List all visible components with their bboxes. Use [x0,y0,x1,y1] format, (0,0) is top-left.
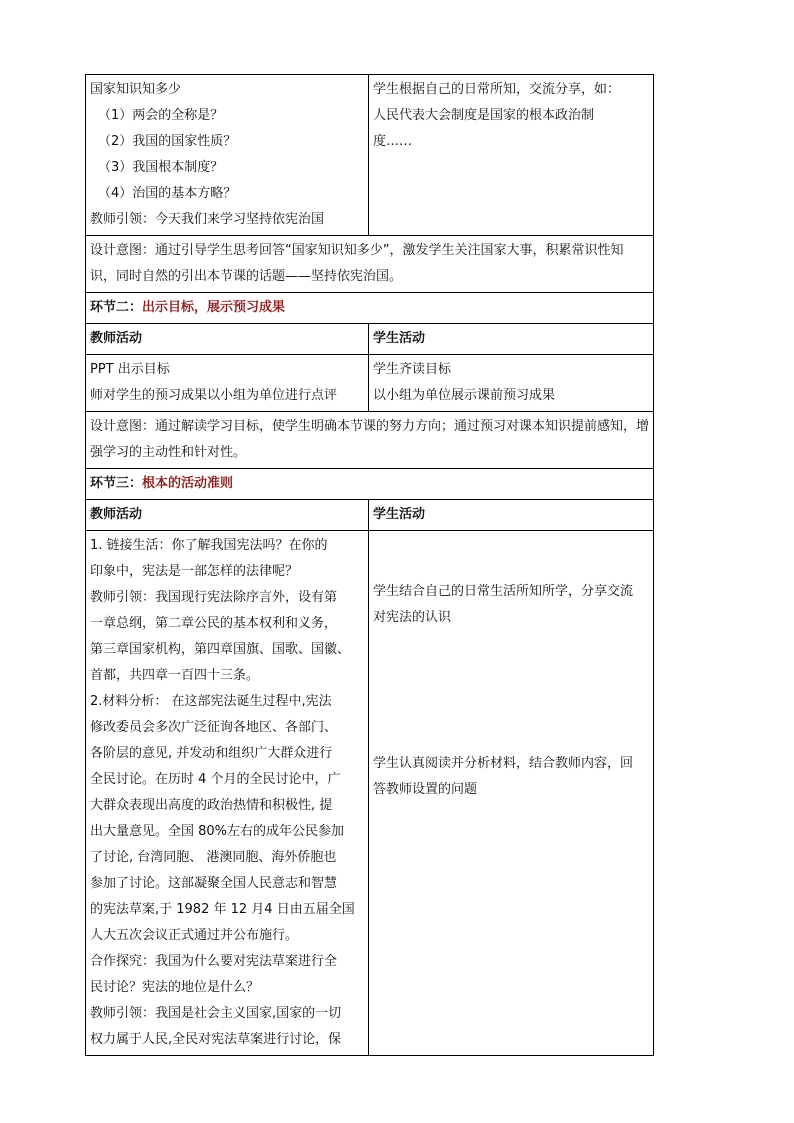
teacher-line: 教师引领：我国现行宪法除序言外，设有第 [90,590,338,605]
teacher-line: 国家知识知多少 [90,82,182,97]
lesson-plan-page [85,74,653,1056]
stage-prefix: 环节二： [90,300,143,315]
section3-header-row [86,500,654,531]
stage-heading [86,469,654,500]
section2-teacher-cell [86,355,369,412]
teacher-line: 教师引领：今天我们来学习坚持依宪治国 [90,212,325,227]
section1-design-row [86,236,654,293]
teacher-line: （3）我国根本制度？ [98,160,224,175]
spacer [373,533,649,579]
section1-activity-row [86,75,654,236]
teacher-line: （1）两会的全称是？ [98,108,224,123]
teacher-line: 民讨论？宪法的地位是什么？ [90,980,260,995]
section2-header-row [86,324,654,355]
teacher-line: 2.材料分析： 在这部宪法诞生过程中,宪法 [90,694,332,709]
student-line: 学生齐读目标 [373,362,452,377]
teacher-line: 权力属于人民,全民对宪法草案进行讨论，保 [90,1032,342,1047]
teacher-line: 修改委员会多次广泛征询各地区、各部门、 [90,720,338,735]
lesson-plan-table [85,74,654,1056]
teacher-line: 人大五次会议正式通过并公布施行。 [90,928,299,943]
stage-heading [86,293,654,324]
teacher-line: 首都，共四章一百四十三条。 [90,668,260,683]
teacher-activity-header: 教师活动 [86,500,369,531]
student-line: 答教师设置的问题 [373,782,478,797]
teacher-line: 全民讨论。在历时 4 个月的全民讨论中，广 [90,772,341,787]
teacher-line: （4）治国的基本方略？ [98,186,237,201]
teacher-line: 出大量意见。全国 80%左右的成年公民参加 [90,824,345,839]
teacher-line: 印象中，宪法是一部怎样的法律呢？ [90,564,299,579]
teacher-line: 师对学生的预习成果以小组为单位进行点评 [90,388,338,403]
section3-activity-row [86,531,654,1056]
section1-student-cell [369,75,654,236]
teacher-line: 1. 链接生活：你了解我国宪法吗？在你的 [90,538,328,553]
section3-stage-row [86,469,654,500]
design-intent: 设计意图：通过引导学生思考回答“国家知识知多少”，激发学生关注国家大事，积累常识性知识，同时自然的引出本节课的话题——坚持依宪治国。 [86,236,654,293]
student-line: 学生认真阅读并分析材料，结合教师内容，回 [373,756,634,771]
stage-prefix: 环节三： [90,476,143,491]
teacher-line: 了讨论, 台湾同胞、 港澳同胞、海外侨胞也 [90,850,337,865]
stage-title: 根本的活动准则 [142,476,234,491]
section2-activity-row [86,355,654,412]
section3-student-cell [369,531,654,1056]
student-line: 对宪法的认识 [373,610,452,625]
teacher-line: 第三章国家机构，第四章国旗、国歌、国徽、 [90,642,351,657]
teacher-activity-header: 教师活动 [86,324,369,355]
teacher-line: 大群众表现出高度的政治热情和积极性, 提 [90,798,333,813]
teacher-line: 教师引领：我国是社会主义国家,国家的一切 [90,1006,342,1021]
section1-teacher-cell [86,75,369,236]
student-line: 度…… [373,134,413,149]
teacher-line: 参加了讨论。这部凝聚全国人民意志和智慧 [90,876,338,891]
design-intent: 设计意图：通过解读学习目标，使学生明确本节课的努力方向；通过预习对课本知识提前感知，增强学习的主动性和针对性。 [86,412,654,469]
section2-student-cell [369,355,654,412]
teacher-line: 的宪法草案,于 1982 年 12 月4 日由五届全国 [90,902,355,917]
stage-title: 出示目标，展示预习成果 [142,300,286,315]
spacer [373,631,649,751]
section2-design-row [86,412,654,469]
student-line: 以小组为单位展示课前预习成果 [373,388,556,403]
student-activity-header: 学生活动 [369,324,654,355]
student-line: 人民代表大会制度是国家的根本政治制 [373,108,595,123]
teacher-line: 各阶层的意见, 并发动和组织广大群众进行 [90,746,333,761]
student-line: 学生结合自己的日常生活所知所学，分享交流 [373,584,634,599]
teacher-line: 一章总纲，第二章公民的基本权利和义务， [90,616,338,631]
section3-teacher-cell [86,531,369,1056]
student-line: 学生根据自己的日常所知，交流分享，如： [373,82,621,97]
student-activity-header: 学生活动 [369,500,654,531]
teacher-line: PPT 出示目标 [90,362,170,377]
section2-stage-row [86,293,654,324]
teacher-line: （2）我国的国家性质？ [98,134,237,149]
teacher-line: 合作探究：我国为什么要对宪法草案进行全 [90,954,338,969]
